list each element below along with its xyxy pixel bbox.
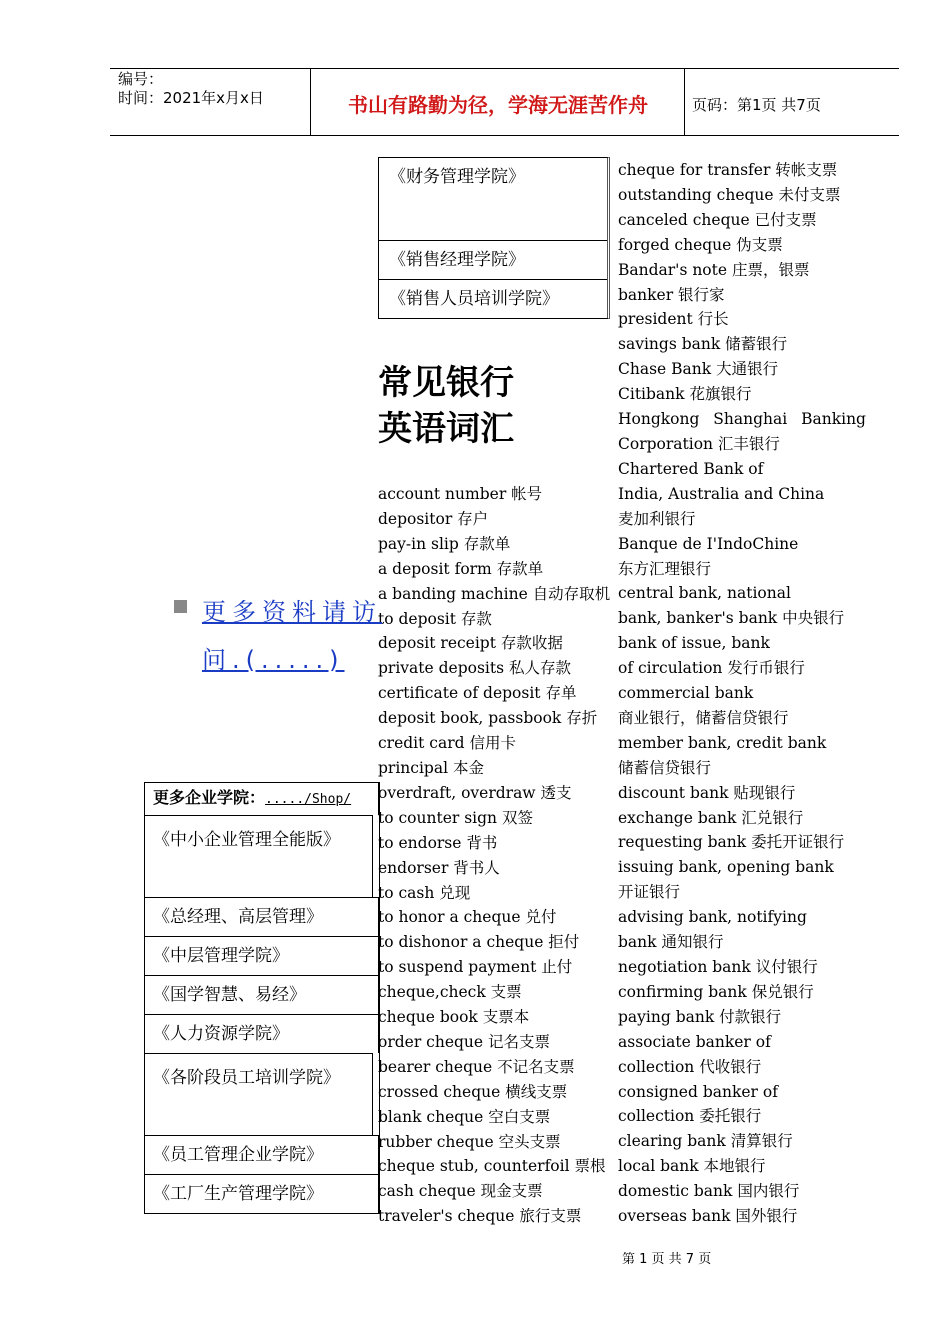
vocab-item: paying bank 付款银行	[618, 1007, 782, 1026]
college-row[interactable]: 《中层管理学院》	[145, 936, 379, 975]
header-motto: 书山有路勤为径，学海无涯苦作舟	[348, 93, 648, 117]
vocab-item: pay-in slip 存款单	[378, 534, 511, 553]
college-cell[interactable]: 《财务管理学院》	[389, 167, 525, 187]
vocab-item: requesting bank 委托开证银行	[618, 833, 845, 852]
college-row[interactable]: 《国学智慧、易经》	[145, 975, 379, 1014]
vocab-item: Corporation 汇丰银行	[618, 434, 780, 453]
header-page-info: 页码：第1页 共7页	[692, 96, 821, 114]
vocab-item: account number 帐号	[378, 485, 543, 503]
vocab-item: certificate of deposit 存单	[378, 684, 577, 703]
college-row[interactable]: 《员工管理企业学院》	[145, 1135, 379, 1174]
vocab-item: negotiation bank 议付银行	[618, 958, 818, 976]
vocab-word: Shanghai	[713, 410, 788, 429]
vocab-item: outstanding cheque 未付支票	[618, 185, 841, 204]
vocab-item: Chartered Bank of	[618, 459, 764, 478]
vocab-item: associate banker of	[618, 1032, 771, 1051]
heading-link[interactable]: ...../Shop/	[265, 792, 352, 807]
college-row[interactable]: 《人力资源学院》	[145, 1014, 379, 1053]
vocab-item: endorser 背书人	[378, 858, 500, 877]
vocab-item: local bank 本地银行	[618, 1157, 766, 1176]
vocab-item: canceled cheque 已付支票	[618, 210, 817, 229]
vocab-item: 开证银行	[618, 883, 681, 902]
header-divider-left	[310, 68, 311, 136]
vocab-item: to honor a cheque 兑付	[378, 908, 557, 927]
vocab-item: 储蓄信贷银行	[618, 758, 712, 777]
vocab-item: cheque for transfer 转帐支票	[618, 161, 838, 179]
college-row[interactable]: 《中小企业管理全能版》	[145, 815, 373, 897]
more-colleges-heading	[145, 783, 379, 815]
vocab-item: order cheque 记名支票	[378, 1032, 551, 1051]
vocab-item: rubber cheque 空头支票	[378, 1132, 561, 1151]
vocab-item: Bandar's note 庄票，银票	[618, 260, 810, 279]
vocab-item: to suspend payment 止付	[378, 958, 573, 977]
vocab-item: to deposit 存款	[378, 609, 492, 628]
vocab-item: collection 代收银行	[618, 1057, 762, 1076]
vocab-item: blank cheque 空白支票	[378, 1107, 551, 1126]
college-row[interactable]: 《总经理、高层管理》	[145, 897, 379, 936]
vocab-item: domestic bank 国内银行	[618, 1182, 800, 1201]
vocab-item: overseas bank 国外银行	[618, 1207, 798, 1226]
title-line-2: 英语词汇	[378, 409, 514, 449]
vocab-item: to dishonor a cheque 拒付	[378, 933, 580, 952]
header-top-rule	[110, 68, 899, 69]
vocab-item: principal 本金	[378, 758, 484, 777]
vocab-item: deposit receipt 存款收据	[378, 634, 563, 653]
vocab-item: advising bank, notifying	[618, 908, 807, 927]
vocab-item: cheque book 支票本	[378, 1008, 530, 1027]
vocab-item: Banque de I'IndoChine	[618, 534, 799, 553]
heading-label: 更多企业学院：	[153, 788, 266, 807]
vocab-item: president 行长	[618, 310, 729, 329]
vocab-item: to cash 兑现	[378, 883, 471, 902]
vocab-item: savings bank 储蓄银行	[618, 335, 788, 354]
vocab-item: private deposits 私人存款	[378, 659, 571, 678]
vocab-item: consigned banker of	[618, 1082, 778, 1101]
vocab-item: cheque stub, counterfoil 票根	[378, 1157, 606, 1176]
vocab-item: to counter sign 双签	[378, 808, 533, 827]
vocab-item: cash cheque 现金支票	[378, 1182, 543, 1201]
header-meta	[118, 70, 264, 108]
header-divider-right	[684, 68, 685, 136]
vocab-item: deposit book, passbook 存折	[378, 709, 598, 728]
vocab-word: Banking	[801, 410, 866, 429]
more-resources-link[interactable]: 更多资料请访问.(.....)	[202, 598, 382, 674]
vocab-item: crossed cheque 横线支票	[378, 1082, 568, 1101]
vocab-item: bearer cheque 不记名支票	[378, 1057, 575, 1076]
vocab-item: Citibank 花旗银行	[618, 385, 752, 404]
top-colleges-table	[378, 157, 610, 319]
vocab-item: a banding machine 自动存取机	[378, 584, 611, 603]
vocab-item: 商业银行，储蓄信贷银行	[618, 708, 789, 727]
vocab-item: 东方汇理银行	[618, 559, 712, 578]
page-footer: 第 1 页 共 7 页	[622, 1252, 712, 1267]
time-label: 时间：2021年x月x日	[118, 89, 264, 107]
vocab-item: traveler's cheque 旅行支票	[378, 1207, 582, 1226]
vocab-item: forged cheque 伪支票	[618, 235, 783, 254]
vocab-item: confirming bank 保兑银行	[618, 982, 814, 1001]
vocab-item: to endorse 背书	[378, 833, 498, 852]
vocab-item: bank of issue, bank	[618, 634, 770, 653]
vocab-item: India, Australia and China	[618, 484, 825, 503]
vocab-item: clearing bank 清算银行	[618, 1132, 793, 1151]
vocab-item: Chase Bank 大通银行	[618, 360, 779, 379]
vocab-item: credit card 信用卡	[378, 734, 516, 753]
college-cell[interactable]: 《销售经理学院》	[379, 240, 607, 279]
college-row[interactable]: 《各阶段员工培训学院》	[145, 1053, 373, 1135]
more-colleges-table	[144, 782, 380, 1214]
vocab-item-justified	[618, 407, 866, 432]
square-bullet-icon	[174, 600, 187, 613]
vocab-item: banker 银行家	[618, 285, 725, 304]
college-row[interactable]: 《工厂生产管理学院》	[145, 1174, 379, 1213]
college-cell[interactable]: 《销售人员培训学院》	[379, 279, 607, 318]
vocab-item: commercial bank	[618, 684, 754, 703]
vocab-item: bank 通知银行	[618, 933, 724, 952]
header-bottom-rule	[110, 135, 899, 136]
number-label: 编号：	[118, 70, 164, 88]
vocab-item: of circulation 发行币银行	[618, 659, 805, 678]
vocab-word: Hongkong	[618, 410, 700, 429]
vocab-item: collection 委托银行	[618, 1107, 762, 1126]
vocab-item: issuing bank, opening bank	[618, 858, 834, 877]
vocab-item: bank, banker's bank 中央银行	[618, 609, 845, 628]
vocab-list-right	[618, 158, 866, 1229]
title-line-1: 常见银行	[378, 363, 514, 403]
vocab-list-middle	[378, 482, 610, 1229]
vocab-item: central bank, national	[618, 584, 791, 603]
vocab-item: a deposit form 存款单	[378, 559, 544, 578]
vocab-item: discount bank 贴现银行	[618, 783, 796, 802]
vocab-item: exchange bank 汇兑银行	[618, 808, 804, 827]
vocab-item: 麦加利银行	[618, 509, 696, 528]
vocab-item: member bank, credit bank	[618, 733, 827, 752]
vocab-item: cheque,check 支票	[378, 983, 522, 1002]
page-title	[378, 360, 514, 452]
vocab-item: depositor 存户	[378, 509, 489, 528]
vocab-item: overdraft, overdraw 透支	[378, 783, 572, 802]
